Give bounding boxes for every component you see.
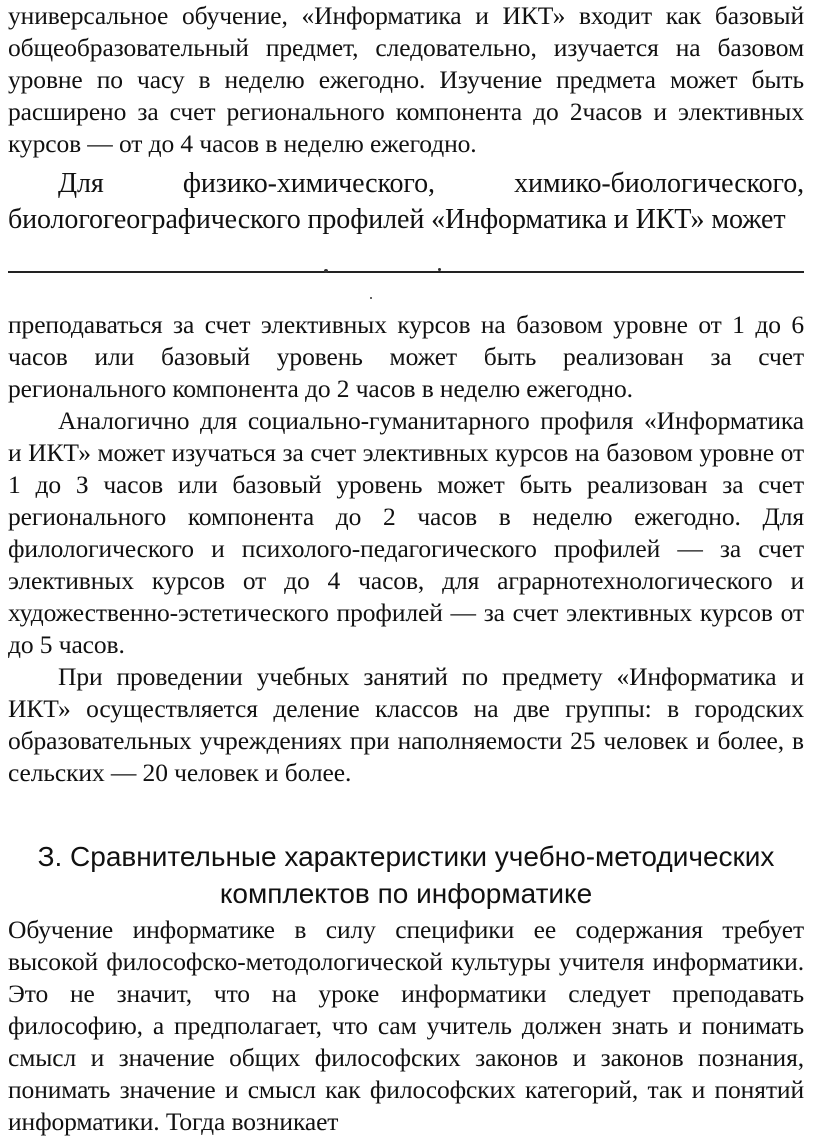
- page-break-line: [8, 271, 804, 273]
- paragraph-3: преподаваться за счет элективных курсов на базовом уровне от 1 до 6 часов или базовый уровень может быть реализован за счет регионального компонента до 2 часов в неделю ежегодно.: [8, 310, 804, 403]
- paragraph-2: Для физико-химического, химико-биологического, биологогеографического профилей «Информатика и ИКТ» может: [8, 168, 804, 235]
- scan-speck: [370, 297, 372, 299]
- paragraph-6: Обучение информатике в силу специфики ее содержания требует высокой философско-методологической культуры учителя информатики. Это не значит, что на уроке информатики следует преподавать философию, а предполагает, что сам учитель должен знать и понимать смысл и значение общих философских законов и законов познания, понимать значение и смысл как философских категорий, так и понятий информатики. Тогда возникает: [8, 915, 804, 1136]
- section-heading: З. Сравнительные характеристики учебно-методических комплектов по информатике: [37, 841, 775, 909]
- paragraph-1: универсальное обучение, «Информатика и ИКТ» входит как базовый общеобразовательный предмет, следовательно, изучается на базовом уровне по часу в неделю ежегодно. Изучение предмета может быть расширено за счет регионального компонента до 2часов и элективных курсов — от до 4 часов в неделю ежегодно.: [8, 1, 804, 158]
- scan-speck: [438, 268, 441, 271]
- scan-speck: [324, 269, 328, 273]
- paragraph-5: При проведении учебных занятий по предмету «Информатика и ИКТ» осуществляется деление классов на две группы: в городских образовательных учреждениях при наполняемости 25 человек и более, в сельских — 20 человек и более.: [8, 662, 804, 787]
- paragraph-4: Аналогично для социально-гуманитарного профиля «Информатика и ИКТ» может изучаться за счет элективных курсов на базовом уровне от 1 до З часов или базовый уровень может быть реализован за счет регионального компонента до 2 часов в неделю ежегодно. Для филологического и психолого-педагогического профилей — за счет элективных курсов от до 4 часов, для аграрнотехнологического и художественно-эстетического профилей — за счет элективных курсов от до 5 часов.: [8, 406, 804, 659]
